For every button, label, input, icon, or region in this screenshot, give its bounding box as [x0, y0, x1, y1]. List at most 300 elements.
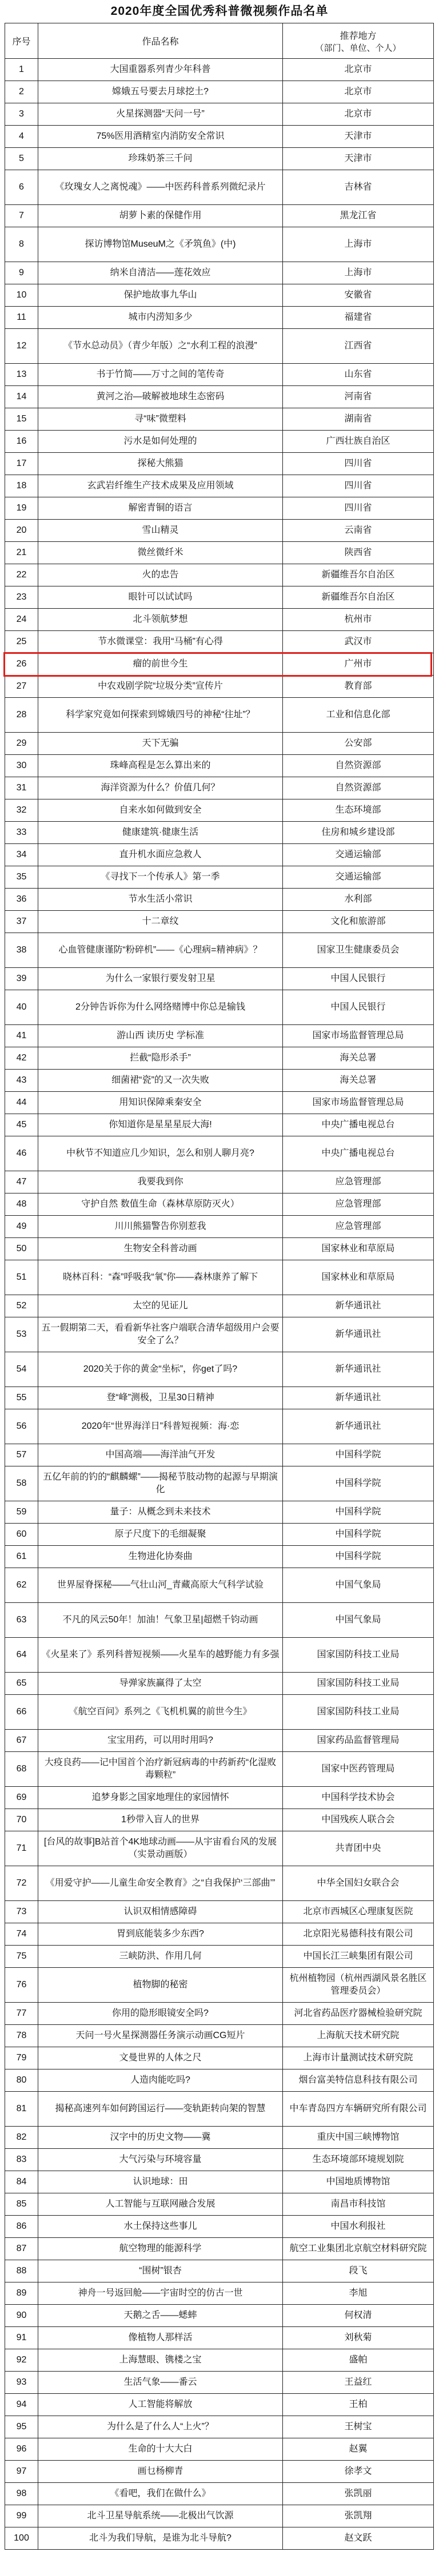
table-row	[5, 822, 434, 844]
row-number: 40	[5, 990, 38, 1025]
row-number: 33	[5, 822, 38, 844]
recommending-org: 上海市	[283, 262, 434, 284]
table-row	[5, 1092, 434, 1114]
row-number: 31	[5, 777, 38, 799]
table-row	[5, 126, 434, 148]
row-number: 80	[5, 2069, 38, 2092]
row-number: 85	[5, 2193, 38, 2216]
table-row	[5, 844, 434, 866]
work-name: 节水微课堂：我用“马桶”有心得	[38, 631, 283, 653]
row-number: 51	[5, 1260, 38, 1295]
recommending-org: 四川省	[283, 497, 434, 520]
row-number: 49	[5, 1216, 38, 1238]
table-row	[5, 2327, 434, 2349]
row-number: 82	[5, 2127, 38, 2149]
work-name: 《航空百问》系列之《飞机机翼的前世今生》	[38, 1695, 283, 1730]
recommending-org: 应急管理部	[283, 1216, 434, 1238]
recommending-org: 中国科学院	[283, 1501, 434, 1524]
work-name: 《玫瑰女人之离悦魂》——中医药科普系列微纪录片	[38, 170, 283, 205]
work-name: 天下无骗	[38, 733, 283, 755]
row-number: 28	[5, 698, 38, 733]
work-name: 三峡防洪、作用几何	[38, 1946, 283, 1968]
table-row	[5, 475, 434, 497]
work-name: 画乜杨柳青	[38, 2461, 283, 2483]
work-name: 拦截“隐形杀手”	[38, 1047, 283, 1070]
table-row	[5, 2025, 434, 2047]
table-row	[5, 1466, 434, 1501]
recommending-org: 江西省	[283, 329, 434, 364]
row-number: 59	[5, 1501, 38, 1524]
recommending-org: 文化和旅游部	[283, 911, 434, 933]
table-row	[5, 2238, 434, 2260]
work-name: 神舟一号返回舱——宇宙时空的仿古一世	[38, 2282, 283, 2305]
table-row	[5, 2003, 434, 2025]
table-row	[5, 1923, 434, 1946]
table-row	[5, 1568, 434, 1603]
work-name: 世界屋脊探秘——气壮山河_青藏高原大气科学试验	[38, 1568, 283, 1603]
table-row	[5, 2305, 434, 2327]
table-row	[5, 170, 434, 205]
table-row	[5, 1047, 434, 1070]
row-number: 64	[5, 1638, 38, 1673]
row-number: 66	[5, 1695, 38, 1730]
work-name: 五亿年前的钓的“麒麟螺”——揭秘节肢动物的起源与早期演化	[38, 1466, 283, 1501]
work-name: 揭秘高速列车如何跨国运行——变轨距转向架的智慧	[38, 2092, 283, 2127]
table-row	[5, 866, 434, 889]
recommending-org: 生态环境部环境规划院	[283, 2149, 434, 2171]
row-number: 9	[5, 262, 38, 284]
row-number: 92	[5, 2349, 38, 2372]
recommending-org: 新华通讯社	[283, 1409, 434, 1444]
work-name: 科学家究竟如何探索到嫦娥四号的神秘“往址”？	[38, 698, 283, 733]
row-number: 36	[5, 889, 38, 911]
recommending-org: 重庆中国三峡博物馆	[283, 2127, 434, 2149]
work-name: 寻“味”微塑料	[38, 408, 283, 431]
table-row	[5, 2372, 434, 2394]
recommending-org: 国家药品监督管理局	[283, 1730, 434, 1752]
table-row	[5, 520, 434, 542]
recommending-org: 自然资源部	[283, 755, 434, 777]
recommending-org: 中国地质博物馆	[283, 2171, 434, 2193]
recommending-org: 陕西省	[283, 542, 434, 564]
table-row	[5, 2461, 434, 2483]
recommending-org: 王益红	[283, 2372, 434, 2394]
row-number: 94	[5, 2394, 38, 2416]
work-name: 嫦娥五号要去月球挖土?	[38, 81, 283, 103]
table-row	[5, 1136, 434, 1171]
work-name: 微丝微纤米	[38, 542, 283, 564]
work-name: 我要我到你	[38, 1171, 283, 1193]
row-number: 44	[5, 1092, 38, 1114]
table-row	[5, 1193, 434, 1216]
row-number: 96	[5, 2438, 38, 2461]
row-number: 56	[5, 1409, 38, 1444]
table-row	[5, 609, 434, 631]
recommending-org: 北京市	[283, 103, 434, 126]
row-number: 98	[5, 2483, 38, 2505]
recommending-org: 新华通讯社	[283, 1317, 434, 1352]
row-number: 54	[5, 1352, 38, 1387]
work-name: 北斗领航梦想	[38, 609, 283, 631]
work-name: 认识地球：田	[38, 2171, 283, 2193]
recommending-org: 中车青岛四方车辆研究所有限公司	[283, 2092, 434, 2127]
recommending-org: 中国气象局	[283, 1568, 434, 1603]
work-name: 瘤的前世今生	[38, 653, 283, 676]
work-name: 污水是如何处理的	[38, 431, 283, 453]
row-number: 45	[5, 1114, 38, 1136]
work-name: 大疫良药——记中国首个治疗新冠病毒的中药新药“化湿败毒颗粒”	[38, 1752, 283, 1787]
work-name: 解密青铜的语言	[38, 497, 283, 520]
table-row	[5, 1866, 434, 1901]
row-number: 81	[5, 2092, 38, 2127]
recommending-org: 广州市	[283, 653, 434, 676]
table-row	[5, 676, 434, 698]
row-number: 55	[5, 1387, 38, 1409]
recommending-org: 山东省	[283, 364, 434, 386]
row-number: 67	[5, 1730, 38, 1752]
table-row	[5, 542, 434, 564]
work-name: 天鹅之舌——蟋蟀	[38, 2305, 283, 2327]
work-name: 天问一号火星探测器任务演示动画CG短片	[38, 2025, 283, 2047]
work-name: 中秋节不知道应几少知识，怎么和别人聊月亮?	[38, 1136, 283, 1171]
work-name: 火星探测器“天问一号”	[38, 103, 283, 126]
table-row	[5, 2349, 434, 2372]
row-number: 89	[5, 2282, 38, 2305]
work-name: 中农戏剧学院“垃圾分类”宣传片	[38, 676, 283, 698]
work-name: 书于竹简——万寸之间的笔传奇	[38, 364, 283, 386]
recommending-org: 盛帕	[283, 2349, 434, 2372]
row-number: 25	[5, 631, 38, 653]
work-name: 细菌裙“瓷”的又一次失败	[38, 1070, 283, 1092]
row-number: 39	[5, 968, 38, 990]
work-name: 大国重器系列青少年科普	[38, 59, 283, 81]
table-row	[5, 364, 434, 386]
table-row	[5, 205, 434, 227]
row-number: 73	[5, 1901, 38, 1923]
table-row	[5, 2193, 434, 2216]
recommending-org: 海关总署	[283, 1047, 434, 1070]
table-row	[5, 1968, 434, 2003]
table-row	[5, 307, 434, 329]
table-row	[5, 1831, 434, 1866]
work-name: 直升机水面应急救人	[38, 844, 283, 866]
row-number: 20	[5, 520, 38, 542]
header-org-label: 推荐地方	[340, 31, 377, 41]
recommending-org: 住房和城乡建设部	[283, 822, 434, 844]
work-name: 探访博物馆MuseuM之《矛筑鱼》(中)	[38, 227, 283, 262]
recommending-org: 国家国防科技工业局	[283, 1695, 434, 1730]
work-name: 1秒带入盲人的世界	[38, 1809, 283, 1831]
row-number: 4	[5, 126, 38, 148]
table-row	[5, 2149, 434, 2171]
table-body	[5, 59, 434, 2550]
recommending-org: 国家市场监督管理总局	[283, 1025, 434, 1047]
recommending-org: 公安部	[283, 733, 434, 755]
table-row	[5, 1673, 434, 1695]
table-row	[5, 2416, 434, 2438]
row-number: 53	[5, 1317, 38, 1352]
work-name: 玄武岩纤维生产技术成果及应用领域	[38, 475, 283, 497]
table-row	[5, 227, 434, 262]
table-row	[5, 2505, 434, 2527]
work-name: 五一假期第二天，看看新华社客户端联合清华超级用户会要安全了么？	[38, 1317, 283, 1352]
table-row	[5, 1171, 434, 1193]
row-number: 79	[5, 2047, 38, 2069]
table-row	[5, 1603, 434, 1638]
table-row	[5, 799, 434, 822]
row-number: 62	[5, 1568, 38, 1603]
row-number: 27	[5, 676, 38, 698]
recommending-org: 四川省	[283, 453, 434, 475]
table-row	[5, 1752, 434, 1787]
row-number: 87	[5, 2238, 38, 2260]
table-row	[5, 2438, 434, 2461]
recommending-org: 段飞	[283, 2260, 434, 2282]
recommending-org: 应急管理部	[283, 1193, 434, 1216]
row-number: 83	[5, 2149, 38, 2171]
recommending-org: 杭州市	[283, 609, 434, 631]
recommending-org: 王树宝	[283, 2416, 434, 2438]
work-name: 用知识保障乘秦安全	[38, 1092, 283, 1114]
row-number: 63	[5, 1603, 38, 1638]
row-number: 78	[5, 2025, 38, 2047]
table-row	[5, 497, 434, 520]
row-number: 48	[5, 1193, 38, 1216]
row-number: 3	[5, 103, 38, 126]
row-number: 95	[5, 2416, 38, 2438]
table-row	[5, 2282, 434, 2305]
recommending-org: 水利部	[283, 889, 434, 911]
work-name: 守护自然 数值生命（森林草原防灭火）	[38, 1193, 283, 1216]
recommending-org: 刘秋菊	[283, 2327, 434, 2349]
recommending-org: 张凯翔	[283, 2505, 434, 2527]
work-name: 航空物理的能源科学	[38, 2238, 283, 2260]
row-number: 29	[5, 733, 38, 755]
work-name: 上海慧眼、镌楼之宝	[38, 2349, 283, 2372]
table-row	[5, 148, 434, 170]
table-row	[5, 698, 434, 733]
work-name: 生命的十大大白	[38, 2438, 283, 2461]
work-name: 黄河之治—破解被地球生态密码	[38, 386, 283, 408]
work-name: 认识双相情感障碍	[38, 1901, 283, 1923]
work-name: 为什么一家银行要发射卫星	[38, 968, 283, 990]
row-number: 5	[5, 148, 38, 170]
work-name: 《用爱守护——儿童生命安全教育》之“自我保护‘三部曲’”	[38, 1866, 283, 1901]
recommending-org: 中国人民银行	[283, 990, 434, 1025]
recommending-org: 赵文跃	[283, 2527, 434, 2550]
recommending-org: 新疆维吾尔自治区	[283, 564, 434, 586]
work-name: 原子尺度下的毛细凝聚	[38, 1524, 283, 1546]
row-number: 100	[5, 2527, 38, 2550]
table-row	[5, 1809, 434, 1831]
recommending-org: 中央广播电视总台	[283, 1114, 434, 1136]
recommending-org: 中国气象局	[283, 1603, 434, 1638]
work-name: 火的忠告	[38, 564, 283, 586]
work-name: 太空的见证儿	[38, 1295, 283, 1317]
table-row	[5, 1524, 434, 1546]
work-name: 导弹家族赢得了太空	[38, 1673, 283, 1695]
work-name: 雪山精灵	[38, 520, 283, 542]
header-org-sublabel: （部门、单位、个人）	[315, 43, 401, 53]
work-name: 纳米自清洁——莲花效应	[38, 262, 283, 284]
row-number: 60	[5, 1524, 38, 1546]
table-row	[5, 2527, 434, 2550]
work-name: 人造肉能吃吗?	[38, 2069, 283, 2092]
row-number: 37	[5, 911, 38, 933]
row-number: 1	[5, 59, 38, 81]
work-name: 珠峰高程是怎么算出来的	[38, 755, 283, 777]
row-number: 23	[5, 586, 38, 609]
row-number: 88	[5, 2260, 38, 2282]
row-number: 99	[5, 2505, 38, 2527]
header-org	[283, 23, 434, 59]
row-number: 77	[5, 2003, 38, 2025]
row-number: 32	[5, 799, 38, 822]
table-row	[5, 59, 434, 81]
table-row	[5, 564, 434, 586]
recommending-org: 国家国防科技工业局	[283, 1638, 434, 1673]
recommending-org: 国家市场监督管理总局	[283, 1092, 434, 1114]
table-row	[5, 329, 434, 364]
table-row	[5, 889, 434, 911]
recommending-org: 应急管理部	[283, 1171, 434, 1193]
work-name: 海洋资源为什么？价值几何？	[38, 777, 283, 799]
recommending-org: 赵翼	[283, 2438, 434, 2461]
row-number: 14	[5, 386, 38, 408]
row-number: 41	[5, 1025, 38, 1047]
recommending-org: 中国科学技术协会	[283, 1787, 434, 1809]
row-number: 65	[5, 1673, 38, 1695]
table-row	[5, 386, 434, 408]
table-header-row	[5, 23, 434, 59]
table-row	[5, 2047, 434, 2069]
work-name: 《节水总动员》（青少年版）之“水利工程的浪漫”	[38, 329, 283, 364]
row-number: 19	[5, 497, 38, 520]
recommending-org: 国家中医药管理局	[283, 1752, 434, 1787]
recommending-org: 中国水利报社	[283, 2216, 434, 2238]
row-number: 70	[5, 1809, 38, 1831]
table-row	[5, 2483, 434, 2505]
row-number: 26	[5, 653, 38, 676]
recommending-org: 新华通讯社	[283, 1295, 434, 1317]
recommending-org: 安徽省	[283, 284, 434, 307]
row-number: 10	[5, 284, 38, 307]
recommending-org: 国家卫生健康委员会	[283, 933, 434, 968]
work-name: 生物安全科普动画	[38, 1238, 283, 1260]
recommending-org: 自然资源部	[283, 777, 434, 799]
recommending-org: 中国科学院	[283, 1444, 434, 1466]
table-row	[5, 1216, 434, 1238]
work-name: 75%医用酒精室内消防安全常识	[38, 126, 283, 148]
recommending-org: 教育部	[283, 676, 434, 698]
table-row	[5, 1238, 434, 1260]
work-name: 2分钟告诉你为什么网络赌博中你总是输钱	[38, 990, 283, 1025]
row-number: 6	[5, 170, 38, 205]
row-number: 74	[5, 1923, 38, 1946]
work-name: 2020年“世界海洋日”科普短视频：海·恋	[38, 1409, 283, 1444]
row-number: 16	[5, 431, 38, 453]
award-table	[5, 23, 434, 2550]
work-name: 2020关于你的黄金“坐标”，你get了吗?	[38, 1352, 283, 1387]
row-number: 30	[5, 755, 38, 777]
recommending-org: 黑龙江省	[283, 205, 434, 227]
work-name: “围树”银杏	[38, 2260, 283, 2282]
table-row	[5, 1546, 434, 1568]
row-number: 17	[5, 453, 38, 475]
recommending-org: 吉林省	[283, 170, 434, 205]
work-name: 登“峰”测极，卫星30日精神	[38, 1387, 283, 1409]
table-row	[5, 1730, 434, 1752]
work-name: 《火星来了》系列科普短视频——火星车的越野能力有多强	[38, 1638, 283, 1673]
work-name: 珍珠奶茶三千问	[38, 148, 283, 170]
recommending-org: 工业和信息化部	[283, 698, 434, 733]
table-row	[5, 586, 434, 609]
table-row	[5, 2092, 434, 2127]
table-row	[5, 631, 434, 653]
row-number: 2	[5, 81, 38, 103]
table-row	[5, 777, 434, 799]
table-row	[5, 755, 434, 777]
row-number: 90	[5, 2305, 38, 2327]
recommending-org: 新华通讯社	[283, 1387, 434, 1409]
row-number: 47	[5, 1171, 38, 1193]
document-page	[5, 0, 434, 2550]
table-row	[5, 1946, 434, 1968]
recommending-org: 海关总署	[283, 1070, 434, 1092]
work-name: 胃到底能装多少东西?	[38, 1923, 283, 1946]
recommending-org: 北京市	[283, 59, 434, 81]
table-row	[5, 1787, 434, 1809]
work-name: 文曼世界的人体之尺	[38, 2047, 283, 2069]
table-row	[5, 2127, 434, 2149]
recommending-org: 四川省	[283, 475, 434, 497]
recommending-org: 广西壮族自治区	[283, 431, 434, 453]
recommending-org: 航空工业集团北京航空材料研究院	[283, 2238, 434, 2260]
recommending-org: 中国人民银行	[283, 968, 434, 990]
recommending-org: 共青团中央	[283, 1831, 434, 1866]
recommending-org: 烟台富美特信息科技有限公司	[283, 2069, 434, 2092]
table-row	[5, 2260, 434, 2282]
table-row	[5, 933, 434, 968]
recommending-org: 云南省	[283, 520, 434, 542]
row-number: 50	[5, 1238, 38, 1260]
recommending-org: 国家林业和草原局	[283, 1260, 434, 1295]
recommending-org: 杭州植物园（杭州西湖风景名胜区管理委员会）	[283, 1968, 434, 2003]
work-name: 人工智能与互联网融合发展	[38, 2193, 283, 2216]
work-name: 保护地故事九华山	[38, 284, 283, 307]
row-number: 71	[5, 1831, 38, 1866]
row-number: 43	[5, 1070, 38, 1092]
work-name: 追梦身影之国家地理住的家园情怀	[38, 1787, 283, 1809]
work-name: 节水生活小常识	[38, 889, 283, 911]
recommending-org: 河南省	[283, 386, 434, 408]
table-row	[5, 1387, 434, 1409]
table-row	[5, 284, 434, 307]
header-no: 序号	[5, 23, 38, 59]
work-name: 眼针可以试试吗	[38, 586, 283, 609]
row-number: 57	[5, 1444, 38, 1466]
row-number: 46	[5, 1136, 38, 1171]
work-name: 《寻找下一个传承人》第一季	[38, 866, 283, 889]
recommending-org: 交通运输部	[283, 866, 434, 889]
recommending-org: 北京市	[283, 81, 434, 103]
row-number: 86	[5, 2216, 38, 2238]
table-row	[5, 990, 434, 1025]
row-number: 61	[5, 1546, 38, 1568]
work-name: 探秘大熊猫	[38, 453, 283, 475]
work-name: 胡萝卜素的保健作用	[38, 205, 283, 227]
table-row	[5, 431, 434, 453]
